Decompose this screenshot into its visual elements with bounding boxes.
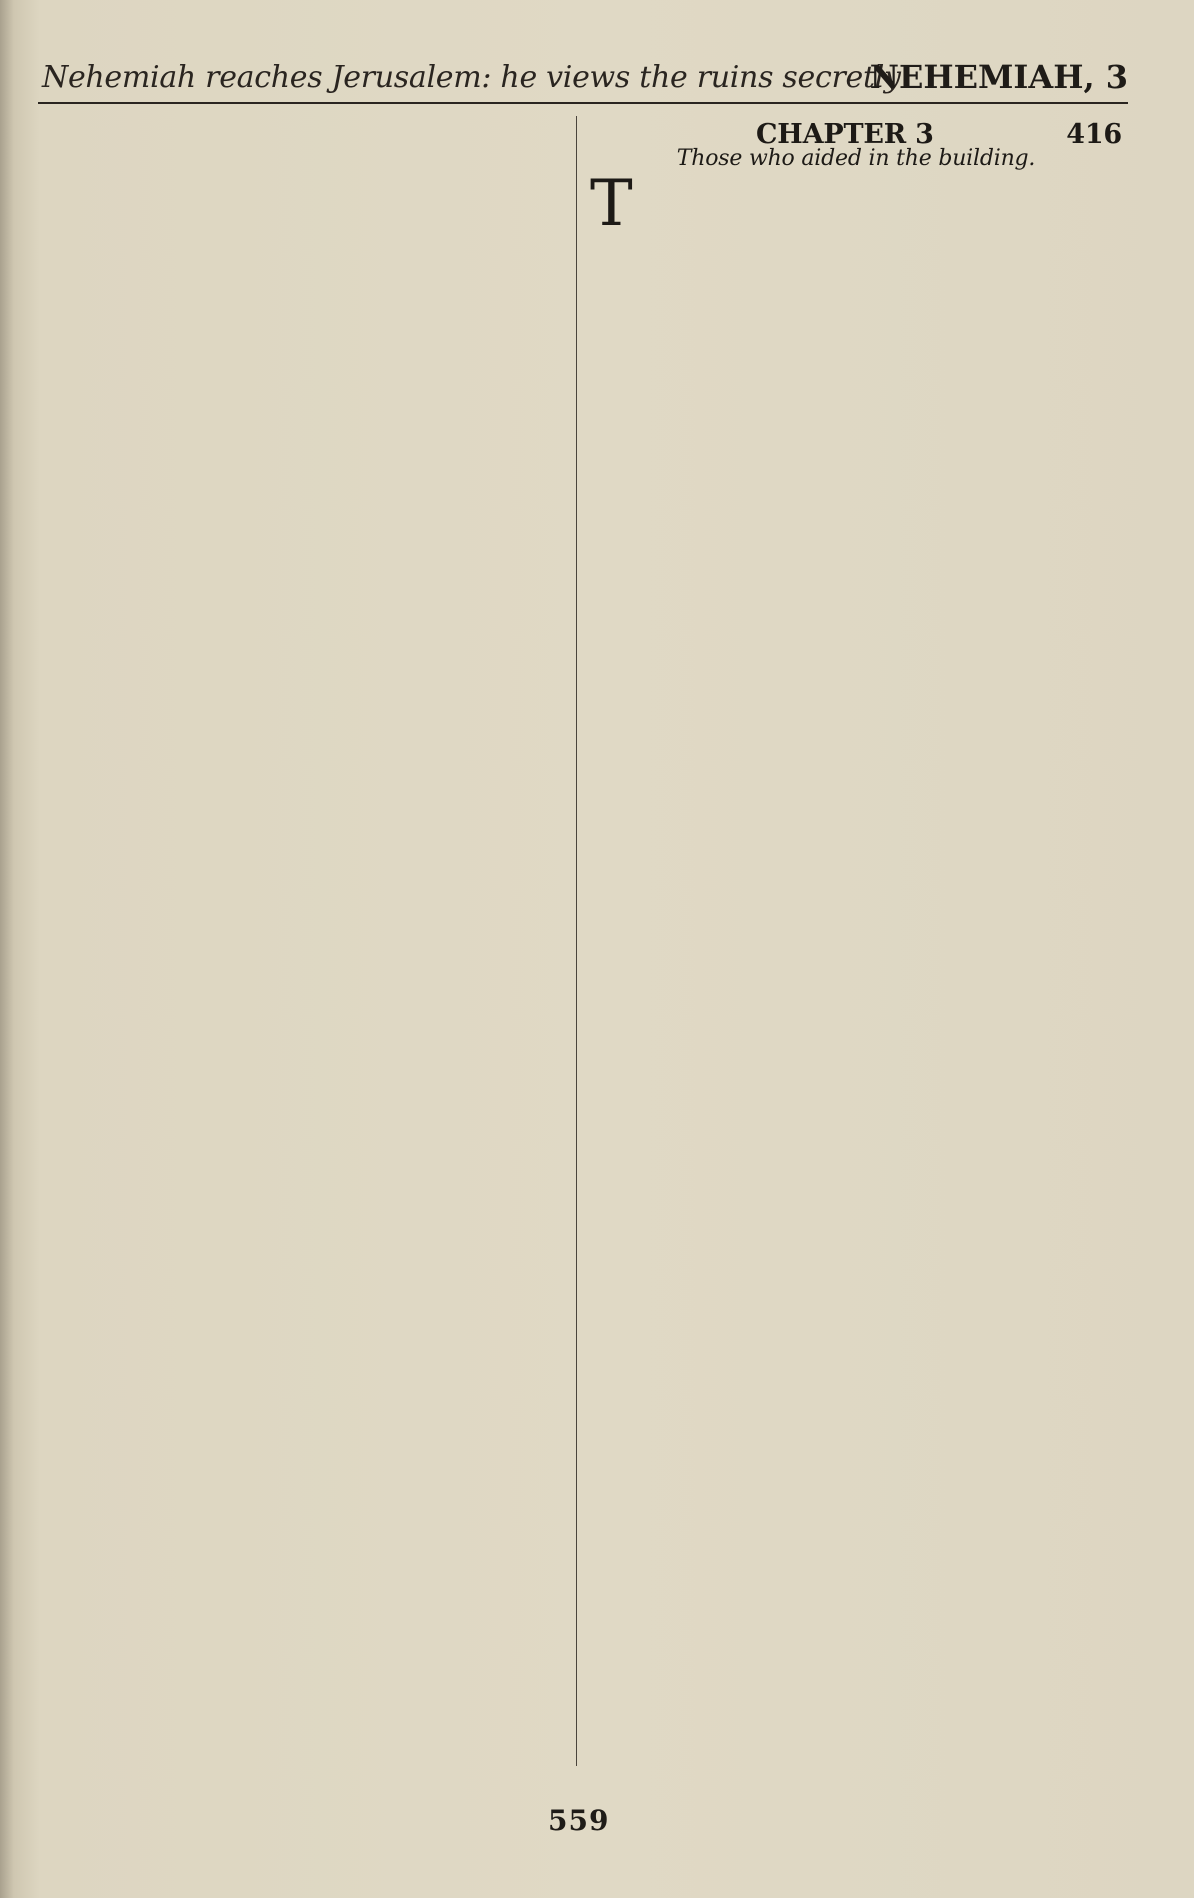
chapter-title: CHAPTER 3	[756, 119, 934, 150]
chapter-ref-number: 416	[1066, 119, 1122, 150]
drop-cap-letter: T	[590, 167, 633, 242]
right-column	[588, 114, 1124, 242]
header-summary: Nehemiah reaches Jerusalem: he views the ruins secretly	[42, 60, 901, 95]
running-header	[38, 56, 1128, 104]
chapter-summary: Those who aided in the building.	[676, 146, 1036, 172]
column-divider	[576, 116, 577, 1766]
page-number: 559	[548, 1804, 610, 1837]
chapter-heading	[588, 120, 1124, 149]
header-book-chapter: NEHEMIAH, 3	[869, 58, 1128, 96]
